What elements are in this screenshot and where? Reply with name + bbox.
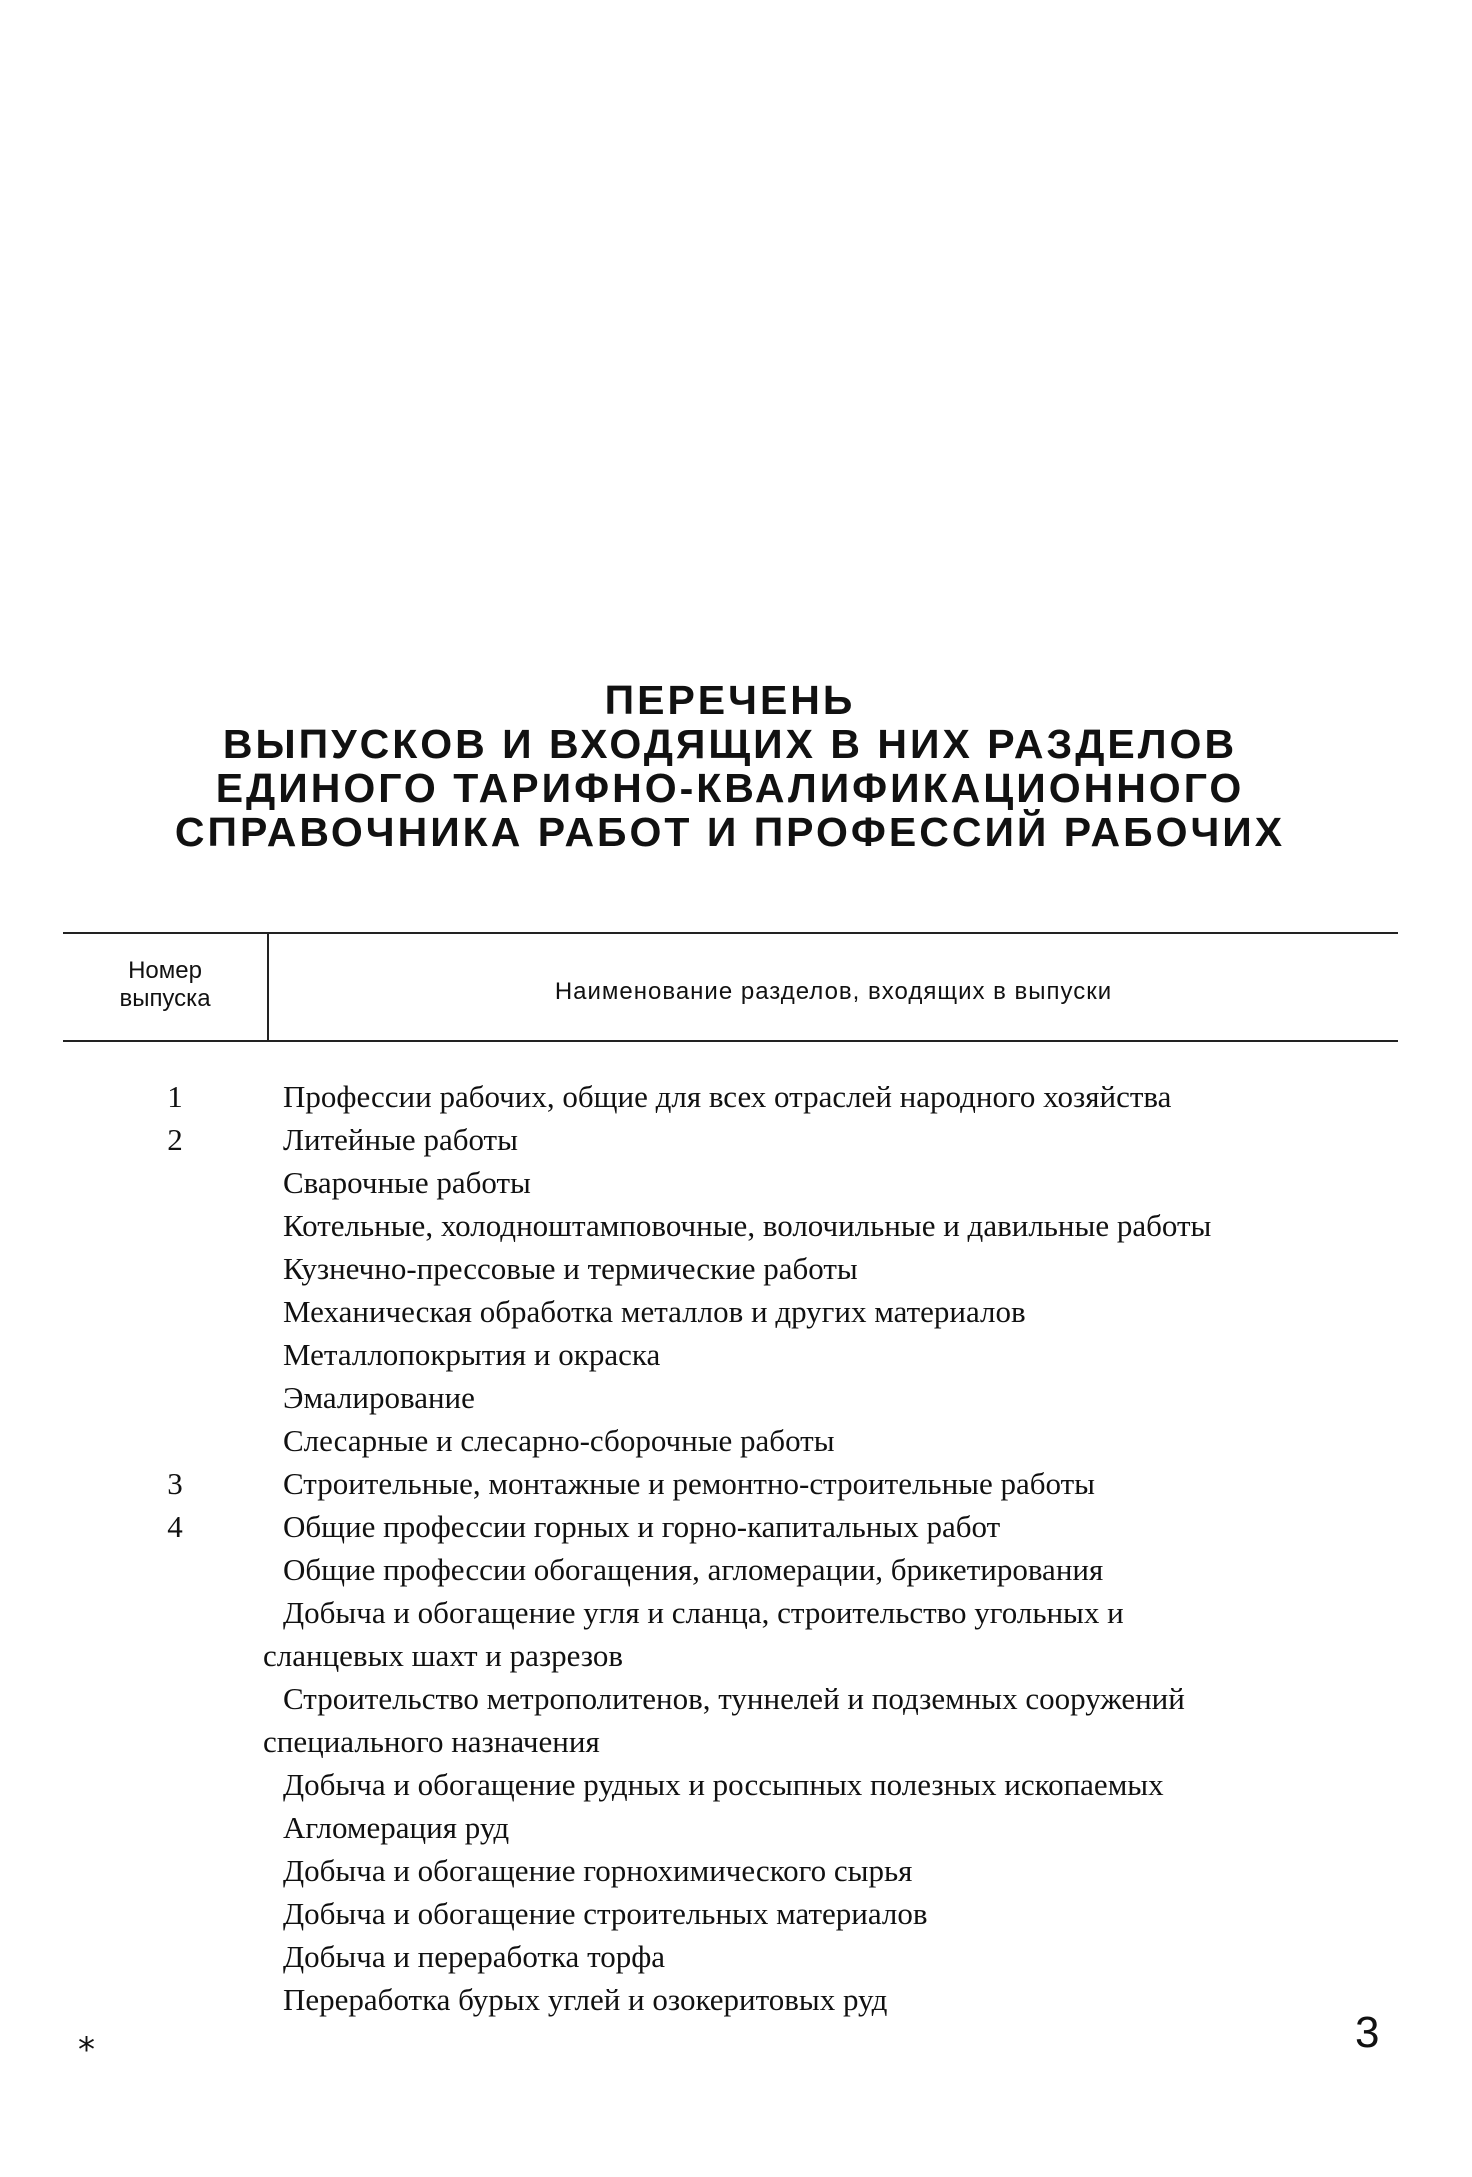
section-name [283, 1505, 1395, 1548]
section-name-text: Общие профессии горных и горно-капитальных работ [283, 1509, 1001, 1544]
section-name-text: Строительные, монтажные и ремонтно-строительные работы [283, 1466, 1095, 1501]
section-name [283, 1161, 1395, 1204]
section-name-text: Строительство метрополитенов, туннелей и подземных сооружений [283, 1681, 1185, 1716]
section-name-text: Добыча и обогащение строительных материалов [283, 1896, 928, 1931]
title-line-1: ПЕРЕЧЕНЬ [604, 677, 856, 723]
section-name-text: Агломерация руд [283, 1810, 510, 1845]
section-name-text: Добыча и обогащение горнохимического сырья [283, 1853, 913, 1888]
section-name [283, 1849, 1395, 1892]
section-name-text: Кузнечно-прессовые и термические работы [283, 1251, 858, 1286]
section-name-text: Слесарные и слесарно-сборочные работы [283, 1423, 835, 1458]
section-name [263, 1591, 1395, 1677]
table-row [0, 1075, 1472, 1118]
table-row [0, 1376, 1472, 1419]
section-name [283, 1118, 1395, 1161]
section-name [283, 1548, 1395, 1591]
title-line-3: ЕДИНОГО ТАРИФНО-КВАЛИФИКАЦИОННОГО [215, 765, 1245, 811]
section-name [283, 1247, 1395, 1290]
section-name-text: Механическая обработка металлов и других материалов [283, 1294, 1026, 1329]
table-row [0, 1161, 1472, 1204]
issue-number: 1 [167, 1079, 183, 1114]
document-title [60, 678, 1400, 854]
title-line-4: СПРАВОЧНИКА РАБОТ И ПРОФЕССИЙ РАБОЧИХ [174, 809, 1286, 855]
section-name-text: Добыча и обогащение угля и сланца, строительство угольных и [283, 1595, 1124, 1630]
table-row [0, 1591, 1472, 1677]
header-issue-number-line-1: Номер [128, 957, 202, 984]
issue-number: 4 [167, 1509, 183, 1544]
table-row [0, 1247, 1472, 1290]
section-name-text: Добыча и обогащение рудных и россыпных полезных ископаемых [283, 1767, 1164, 1802]
table-row [0, 1505, 1472, 1548]
issue-number: 2 [167, 1122, 183, 1157]
table-row [0, 1677, 1472, 1763]
section-name-text: Литейные работы [283, 1122, 518, 1157]
section-name-text: Сварочные работы [283, 1165, 531, 1200]
table-row [0, 1118, 1472, 1161]
section-name [283, 1204, 1395, 1247]
table-row [0, 1462, 1472, 1505]
section-name-text: Котельные, холодноштамповочные, волочильные и давильные работы [283, 1208, 1212, 1243]
section-name-text: Переработка бурых углей и озокеритовых руд [283, 1982, 888, 2017]
table-row [0, 1204, 1472, 1247]
footer-mark: * [78, 2030, 95, 2070]
table-row [0, 1892, 1472, 1935]
table-row [0, 1290, 1472, 1333]
table-row [0, 1419, 1472, 1462]
page-number: 3 [1355, 2008, 1380, 2057]
section-name [283, 1075, 1395, 1118]
section-name-continuation: специального назначения [263, 1724, 600, 1759]
section-name-continuation: сланцевых шахт и разрезов [263, 1638, 623, 1673]
table-row [0, 1763, 1472, 1806]
section-name [283, 1333, 1395, 1376]
table-row [0, 1806, 1472, 1849]
table-row [0, 1935, 1472, 1978]
section-name-text: Эмалирование [283, 1380, 475, 1415]
section-name [283, 1806, 1395, 1849]
sections-list [0, 1075, 1472, 2021]
section-name [283, 1462, 1395, 1505]
table-row [0, 1333, 1472, 1376]
section-name [283, 1935, 1395, 1978]
table-header-bottom-rule [63, 1040, 1398, 1042]
header-issue-number [63, 957, 267, 1013]
table-row [0, 1978, 1472, 2021]
section-name [283, 1419, 1395, 1462]
issue-number: 3 [167, 1466, 183, 1501]
section-name [283, 1978, 1395, 2021]
section-name [283, 1376, 1395, 1419]
section-name-text: Общие профессии обогащения, агломерации, брикетирования [283, 1552, 1104, 1587]
title-line-2: ВЫПУСКОВ И ВХОДЯЩИХ В НИХ РАЗДЕЛОВ [222, 721, 1238, 767]
section-name [283, 1763, 1395, 1806]
header-issue-number-line-2: выпуска [119, 985, 211, 1012]
table-row [0, 1849, 1472, 1892]
table-top-rule [63, 932, 1398, 934]
section-name-text: Добыча и переработка торфа [283, 1939, 666, 1974]
header-section-name: Наименование разделов, входящих в выпуски [554, 978, 1113, 1005]
table-row [0, 1548, 1472, 1591]
section-name-text: Металлопокрытия и окраска [283, 1337, 661, 1372]
section-name [283, 1290, 1395, 1333]
section-name [263, 1677, 1395, 1763]
section-name [283, 1892, 1395, 1935]
section-name-text: Профессии рабочих, общие для всех отраслей народного хозяйства [283, 1079, 1172, 1114]
